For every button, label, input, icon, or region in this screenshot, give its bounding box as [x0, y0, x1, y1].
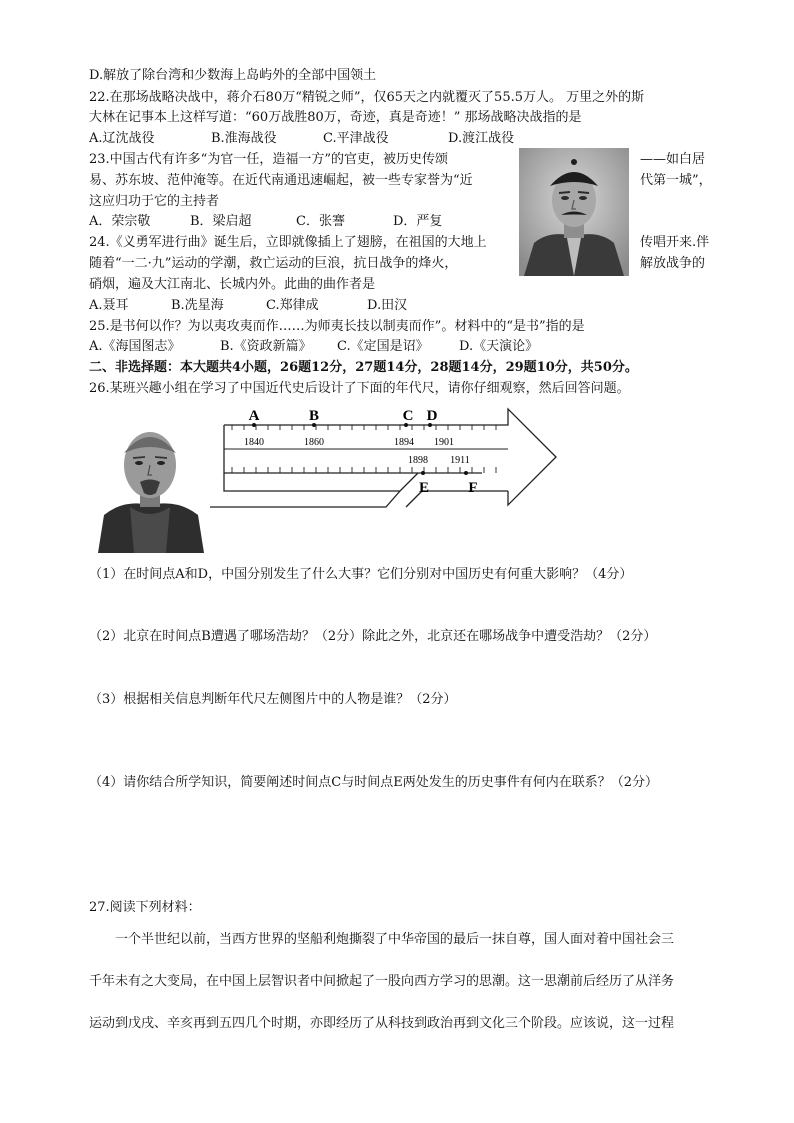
timeline-year-f: 1911 [450, 455, 470, 466]
q24-stem-line1b: 传唱开来.伴 [640, 235, 710, 250]
q25-option-a: A.《海国图志》 [89, 339, 181, 354]
q22-option-d: D.渡江战役 [448, 131, 515, 146]
q21-option-d: D.解放了除台湾和少数海上岛屿外的全部中国领土 [89, 68, 377, 83]
q24-stem-line3: 硝烟，遍及大江南北、长城内外。此曲的曲作者是 [89, 277, 376, 292]
q23-option-d: D．严复 [393, 214, 443, 229]
q26-sub2: （2）北京在时间点B遭遇了哪场浩劫？（2分）除此之外，北京还在哪场战争中遭受浩劫？（2分） [89, 629, 657, 644]
q22-stem-line1: 22.在那场战略决战中，蒋介石80万“精锐之师”，仅65天之内就覆灭了55.5万人。 万里之外的斯 [89, 90, 645, 105]
q25-option-d: D.《天演论》 [459, 339, 539, 354]
timeline-letter-f: F [468, 480, 478, 496]
q27-paragraph-line3: 运动到戊戌、辛亥再到五四几个时期，亦即经历了从科技到政治再到文化三个阶段。应该说，这一过程 [89, 1016, 675, 1031]
q24-option-b: B.冼星海 [171, 298, 224, 313]
timeline-letter-d: D [426, 408, 438, 424]
timeline-year-d: 1901 [434, 437, 454, 448]
q26-sub1: （1）在时间点A和D，中国分别发生了什么大事？它们分别对中国历史有何重大影响？（4分） [89, 567, 633, 582]
q23-stem-line3: 这应归功于它的主持者 [89, 194, 220, 209]
q23-stem-line1b: ——如白居 [640, 152, 706, 167]
q23-option-c: C．张謇 [296, 214, 345, 229]
q27-paragraph-line1: 一个半世纪以前，当西方世界的坚船利炮撕裂了中华帝国的最后一抹自尊，国人面对着中国社会三 [115, 932, 675, 947]
timeline-letter-e: E [418, 480, 430, 496]
q23-option-b: B．梁启超 [190, 214, 252, 229]
timeline-year-c: 1894 [394, 437, 414, 448]
q24-option-a: A.聂耳 [89, 298, 129, 313]
q24-stem-line1a: 24.《义勇军进行曲》诞生后，立即就像插上了翅膀，在祖国的大地上 [89, 235, 487, 250]
q25-option-c: C.《定国是诏》 [337, 339, 429, 354]
q26-sub4: （4）请你结合所学知识，简要阐述时间点C与时间点E两处发生的历史事件有何内在联系？（2分） [89, 775, 658, 790]
q24-stem-line2b: 解放战争的 [640, 256, 706, 271]
q23-portrait-photo [519, 148, 629, 276]
q22-option-a: A.辽沈战役 [89, 131, 155, 146]
q24-option-d: D.田汉 [367, 298, 408, 313]
timeline-letter-a: A [248, 408, 260, 424]
q22-option-b: B.淮海战役 [211, 131, 277, 146]
timeline-letter-b: B [308, 408, 320, 424]
q26-timeline-ruler [210, 403, 560, 553]
q26-portrait-photo [94, 403, 207, 553]
q25-stem: 25.是书何以作？为以夷攻夷而作……为师夷长技以制夷而作”。材料中的“是书”指的是 [89, 319, 585, 334]
q27-paragraph-line2: 千年未有之大变局，在中国上层智识者中间掀起了一股向西方学习的思潮。这一思潮前后经历了从洋务 [89, 974, 675, 989]
q27-stem: 27.阅读下列材料： [89, 900, 201, 915]
timeline-point-e-dot [421, 471, 425, 475]
q23-stem-line2b: 代第一城”， [640, 173, 712, 188]
timeline-year-e: 1898 [408, 455, 428, 466]
q22-stem-line2: 大林在记事本上这样写道：“60万战胜80万，奇迹，真是奇迹！” 那场战略决战指的是 [89, 110, 582, 125]
q26-sub3: （3）根据相关信息判断年代尺左侧图片中的人物是谁？（2分） [89, 692, 457, 707]
timeline-point-f-dot [464, 471, 468, 475]
q24-stem-line2a: 随着“一二·九”运动的学潮，救亡运动的巨浪，抗日战争的烽火， [89, 256, 458, 271]
section-2-heading: 二、非选择题：本大题共4小题，26题12分，27题14分，28题14分，29题10分，共50分。 [89, 360, 638, 375]
q26-stem: 26.某班兴趣小组在学习了中国近代史后设计了下面的年代尺，请你仔细观察，然后回答问题。 [89, 381, 630, 396]
q24-option-c: C.郑律成 [266, 298, 319, 313]
timeline-year-a: 1840 [244, 437, 264, 448]
q23-stem-line1a: 23.中国古代有许多“为官一任，造福一方”的官吏，被历史传颂 [89, 152, 448, 167]
q23-option-a: A．荣宗敬 [89, 214, 151, 229]
q23-stem-line2a: 易、苏东坡、范仲淹等。在近代南通迅速崛起，被一些专家誉为“近 [89, 173, 473, 188]
q25-option-b: B.《资政新篇》 [220, 339, 312, 354]
timeline-year-b: 1860 [304, 437, 324, 448]
q22-option-c: C.平津战役 [323, 131, 389, 146]
timeline-letter-c: C [402, 408, 414, 424]
